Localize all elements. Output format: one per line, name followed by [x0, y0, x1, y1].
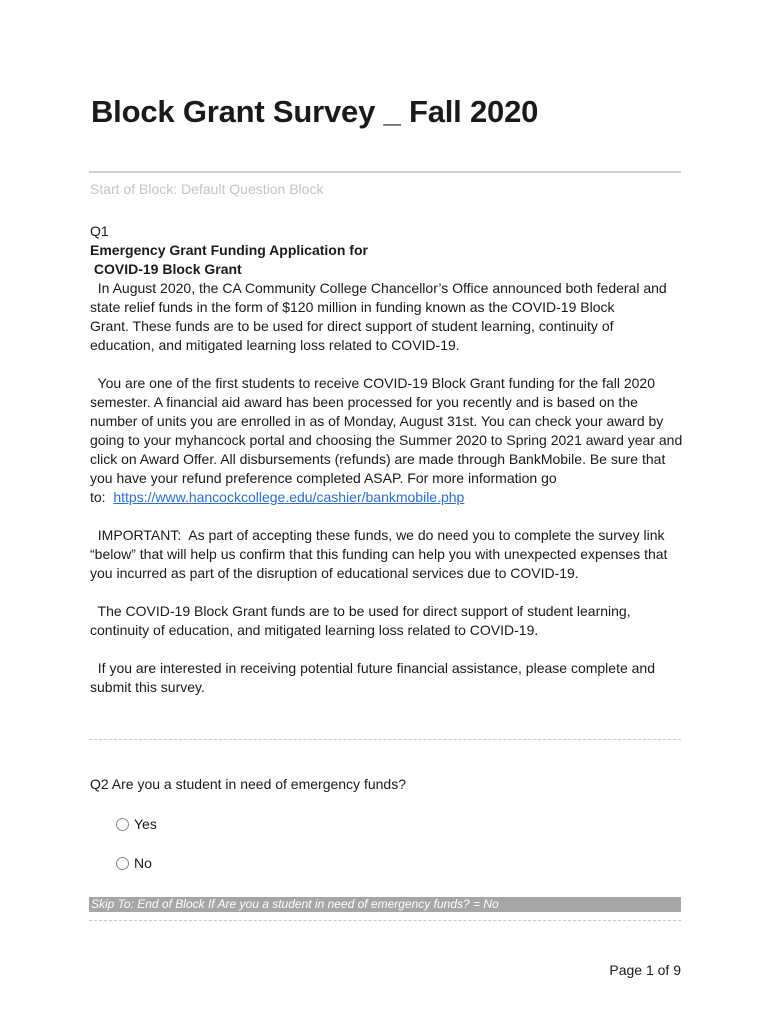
- skip-logic-bar: Skip To: End of Block If Are you a student in need of emergency funds? = No: [89, 897, 681, 912]
- question-divider: [89, 739, 681, 740]
- bankmobile-link[interactable]: https://www.hancockcollege.edu/cashier/bankmobile.php: [113, 489, 465, 505]
- q1-para1-line: In August 2020, the CA Community College Chancellor’s Office announced both federal and: [90, 280, 667, 296]
- q1-para5-line: submit this survey.: [90, 679, 205, 695]
- q1-para2-line: You are one of the first students to receive COVID-19 Block Grant funding for the fall 2020: [90, 375, 655, 391]
- q1-para1-line: Grant. These funds are to be used for direct support of student learning, continuity of: [90, 318, 614, 334]
- q1-para2-line: number of units you are enrolled in as of Monday, August 31st. You can check your award by: [90, 413, 664, 429]
- q1-para4-line: continuity of education, and mitigated learning loss related to COVID-19.: [90, 622, 539, 638]
- q1-para2-line: semester. A financial aid award has been processed for you recently and is based on the: [90, 394, 638, 410]
- option-yes-label: Yes: [134, 816, 157, 832]
- paragraph-gap: [90, 583, 690, 602]
- option-no[interactable]: [116, 854, 152, 872]
- q1-para5-line: If you are interested in receiving potential future financial assistance, please complete and: [90, 660, 655, 676]
- q1-para2-link-line: [90, 488, 690, 507]
- q1-para2-line: going to your myhancock portal and choosing the Summer 2020 to Spring 2021 award year and: [90, 432, 683, 448]
- q1-para1-line: state relief funds in the form of $120 million in funding known as the COVID-19 Block: [90, 299, 615, 315]
- page-number: Page 1 of 9: [609, 962, 681, 978]
- q1-heading-line1: Emergency Grant Funding Application for: [90, 242, 368, 258]
- q1-heading-line2: COVID-19 Block Grant: [90, 261, 242, 277]
- q1-para4-line: The COVID-19 Block Grant funds are to be used for direct support of student learning,: [90, 603, 631, 619]
- q1-para3-line: IMPORTANT: As part of accepting these funds, we do need you to complete the survey link: [90, 527, 665, 543]
- radio-circle-icon[interactable]: [116, 857, 129, 870]
- title-divider: [89, 171, 681, 173]
- option-yes[interactable]: [116, 815, 157, 833]
- question-divider: [89, 920, 681, 921]
- radio-circle-icon[interactable]: [116, 818, 129, 831]
- paragraph-gap: [90, 355, 690, 374]
- q1-number: Q1: [90, 223, 109, 239]
- question-q2-text: Q2 Are you a student in need of emergency funds?: [90, 776, 406, 792]
- question-q1: [90, 222, 690, 697]
- q1-para3-line: “below” that will help us confirm that this funding can help you with unexpected expenses that: [90, 546, 668, 562]
- page-title: Block Grant Survey _ Fall 2020: [91, 94, 539, 129]
- paragraph-gap: [90, 507, 690, 526]
- option-no-label: No: [134, 855, 152, 871]
- q1-para2-line: you have your refund preference completed ASAP. For more information go: [90, 470, 557, 486]
- q1-para2-line: click on Award Offer. All disbursements (refunds) are made through BankMobile. Be sure that: [90, 451, 666, 467]
- link-prefix: to:: [90, 489, 114, 505]
- q1-para3-line: you incurred as part of the disruption of educational services due to COVID-19.: [90, 565, 579, 581]
- paragraph-gap: [90, 640, 690, 659]
- q1-para1-line: education, and mitigated learning loss related to COVID-19.: [90, 337, 460, 353]
- block-start-label: Start of Block: Default Question Block: [90, 181, 324, 197]
